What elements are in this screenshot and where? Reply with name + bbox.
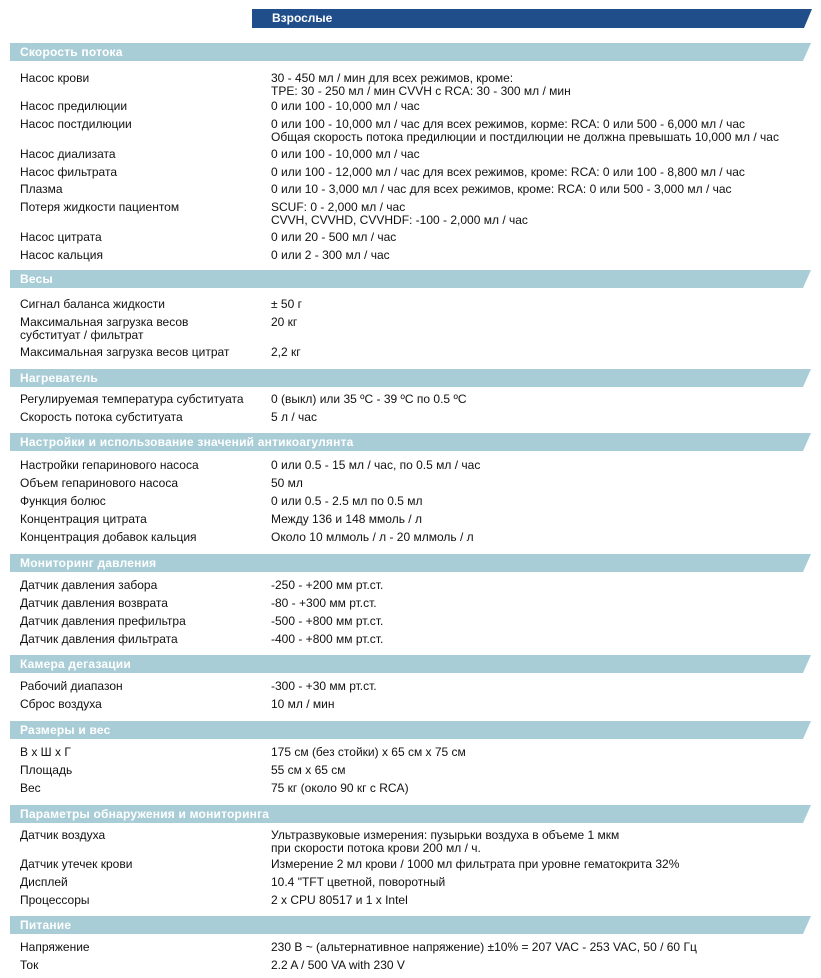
spec-value-line: 75 кг (около 90 кг с RCA) (271, 781, 409, 795)
spec-label-line: Датчик утечек крови (20, 857, 133, 871)
section-header-band (10, 721, 811, 739)
spec-label (20, 829, 260, 842)
spec-value-line: 50 мл (271, 476, 303, 490)
spec-value (271, 183, 816, 196)
spec-label-line: Площадь (20, 763, 73, 777)
section-title: Нагреватель (20, 371, 98, 385)
spec-label (20, 858, 260, 871)
spec-value (271, 876, 816, 889)
spec-value (271, 698, 816, 711)
spec-label (20, 764, 260, 777)
spec-value (271, 829, 816, 855)
section-header-band (10, 43, 811, 61)
section-title: Питание (20, 918, 72, 932)
spec-label (20, 579, 260, 592)
spec-label (20, 316, 260, 342)
spec-value-line: 55 см х 65 см (271, 763, 346, 777)
spec-label-line: Датчик давления префильтра (20, 614, 186, 628)
spec-label (20, 72, 260, 85)
spec-label-line: Максимальная загрузка весов (20, 315, 189, 329)
spec-label-line: Насос предилюции (20, 99, 128, 113)
spec-label-line: Ток (20, 958, 39, 972)
section-header-band (10, 369, 811, 387)
spec-value-line: -500 - +800 мм рт.ст. (271, 614, 384, 628)
spec-value (271, 531, 816, 544)
spec-label-line: Рабочий диапазон (20, 679, 123, 693)
spec-value (271, 680, 816, 693)
spec-value (271, 346, 816, 359)
spec-label (20, 746, 260, 759)
spec-value (271, 513, 816, 526)
spec-label-line: Насос цитрата (20, 230, 102, 244)
spec-value (271, 579, 816, 592)
spec-value-line: ± 50 г (271, 297, 302, 311)
spec-value-line: CVVH, CVVHD, CVVHDF: -100 - 2,000 мл / час (271, 213, 528, 227)
section-header-band (10, 916, 811, 934)
spec-value-line: 5 л / час (271, 410, 317, 424)
spec-value-line: 10 мл / мин (271, 697, 335, 711)
spec-value-line: 0 или 2 - 300 мл / час (271, 248, 390, 262)
spec-label-line: субституат / фильтрат (20, 328, 144, 342)
spec-value-line: 20 кг (271, 315, 298, 329)
spec-label-line: Сигнал баланса жидкости (20, 297, 165, 311)
spec-value-line: Ультразвуковые измерения: пузырьки воздуха в объеме 1 мкм (271, 828, 620, 842)
spec-value (271, 166, 816, 179)
section-1-header (10, 43, 811, 61)
spec-label-line: Насос крови (20, 71, 90, 85)
spec-value (271, 633, 816, 646)
spec-value (271, 941, 816, 954)
section-7-header (10, 721, 811, 739)
spec-value (271, 393, 816, 406)
spec-label-line: Датчик воздуха (20, 828, 106, 842)
spec-value-line: SCUF: 0 - 2,000 мл / час (271, 200, 406, 214)
section-title: Камера дегазации (20, 657, 131, 671)
spec-value (271, 764, 816, 777)
spec-label (20, 411, 260, 424)
top-banner (252, 9, 812, 28)
spec-value-line: 230 В ~ (альтернативное напряжение) ±10% = 207 VAC - 253 VAC, 50 / 60 Гц (271, 940, 697, 954)
spec-label-line: Плазма (20, 182, 63, 196)
section-title: Параметры обнаружения и мониторинга (20, 807, 270, 821)
spec-value (271, 148, 816, 161)
spec-label (20, 231, 260, 244)
spec-label (20, 393, 260, 406)
spec-label (20, 148, 260, 161)
spec-label-line: Датчик давления фильтрата (20, 632, 178, 646)
spec-value (271, 100, 816, 113)
spec-label (20, 782, 260, 795)
spec-value (271, 298, 816, 311)
spec-value-line: -400 - +800 мм рт.ст. (271, 632, 384, 646)
spec-label (20, 633, 260, 646)
spec-label-line: Регулируемая температура субституата (20, 392, 244, 406)
spec-value-line: 0 или 10 - 3,000 мл / час для всех режимов, кроме: RCA: 0 или 500 - 3,000 мл / час (271, 182, 732, 196)
spec-label (20, 615, 260, 628)
section-title: Размеры и вес (20, 723, 111, 737)
section-6-header (10, 655, 811, 673)
spec-value-line: -80 - +300 мм рт.ст. (271, 596, 377, 610)
spec-value (271, 615, 816, 628)
spec-label-line: Насос кальция (20, 248, 103, 262)
spec-value-line: 2,2 кг (271, 345, 301, 359)
spec-value-line: 175 см (без стойки) х 65 см х 75 см (271, 745, 466, 759)
spec-label (20, 118, 260, 131)
section-3-header (10, 369, 811, 387)
spec-value-line: 30 - 450 мл / мин для всех режимов, кроме: (271, 71, 514, 85)
spec-label-line: В х Ш х Г (20, 745, 71, 759)
spec-label (20, 894, 260, 907)
spec-label-line: Потеря жидкости пациентом (20, 200, 180, 214)
spec-value-line: 10.4 "TFT цветной, поворотный (271, 875, 446, 889)
spec-label-line: Датчик давления возврата (20, 596, 168, 610)
section-title: Настройки и использование значений антикоагулянта (20, 435, 354, 449)
spec-label (20, 513, 260, 526)
spec-label-line: Вес (20, 781, 41, 795)
spec-value (271, 249, 816, 262)
spec-label (20, 183, 260, 196)
spec-label-line: Сброс воздуха (20, 697, 102, 711)
section-title: Скорость потока (20, 45, 123, 59)
spec-value (271, 477, 816, 490)
spec-value-line: TPE: 30 - 250 мл / мин CVVH с RCA: 30 - 300 мл / мин (271, 84, 571, 98)
spec-value-line: Общая скорость потока предилюции и постдилюции не должна превышать 10,000 мл / час (271, 130, 779, 144)
top-banner-title: Взрослые (272, 11, 333, 25)
spec-value (271, 894, 816, 907)
spec-value-line: при скорости потока крови 200 мл / ч. (271, 841, 481, 855)
spec-label (20, 298, 260, 311)
spec-label (20, 941, 260, 954)
section-5-header (10, 554, 811, 572)
section-title: Весы (20, 272, 53, 286)
section-2-header (10, 270, 811, 288)
spec-value (271, 959, 816, 972)
spec-label (20, 959, 260, 972)
spec-label-line: Датчик давления забора (20, 578, 158, 592)
spec-value-line: 0 (выкл) или 35 ºC - 39 ºC по 0.5 ºC (271, 392, 467, 406)
spec-value (271, 746, 816, 759)
spec-label (20, 531, 260, 544)
spec-value (271, 782, 816, 795)
spec-label-line: Насос фильтрата (20, 165, 117, 179)
spec-label (20, 166, 260, 179)
spec-value (271, 411, 816, 424)
section-9-header (10, 916, 811, 934)
spec-value-line: 0 или 100 - 10,000 мл / час для всех режимов, корме: RCA: 0 или 500 - 6,000 мл / час (271, 117, 746, 131)
spec-label-line: Настройки гепаринового насоса (20, 458, 199, 472)
spec-label-line: Насос диализата (20, 147, 116, 161)
spec-value (271, 316, 816, 329)
spec-label-line: Насос постдилюции (20, 117, 132, 131)
spec-label (20, 477, 260, 490)
spec-label-line: Дисплей (20, 875, 68, 889)
spec-label (20, 459, 260, 472)
spec-value-line: Между 136 и 148 ммоль / л (271, 512, 422, 526)
spec-value-line: -300 - +30 мм рт.ст. (271, 679, 377, 693)
spec-value-line: Около 10 млмоль / л - 20 млмоль / л (271, 530, 474, 544)
spec-label (20, 495, 260, 508)
spec-value-line: 0 или 100 - 10,000 мл / час (271, 99, 420, 113)
spec-value-line: 0 или 20 - 500 мл / час (271, 230, 397, 244)
spec-value-line: 0 или 100 - 10,000 мл / час (271, 147, 420, 161)
section-8-header (10, 805, 811, 823)
spec-value-line: Измерение 2 мл крови / 1000 мл фильтрата при уровне гематокрита 32% (271, 857, 680, 871)
spec-value (271, 72, 816, 98)
spec-label-line: Напряжение (20, 940, 90, 954)
spec-value (271, 858, 816, 871)
spec-label (20, 597, 260, 610)
spec-value-line: 0 или 100 - 12,000 мл / час для всех режимов, кроме: RCA: 0 или 100 - 8,800 мл / час (271, 165, 745, 179)
spec-label (20, 346, 260, 359)
spec-value-line: 0 или 0.5 - 2.5 мл по 0.5 мл (271, 494, 423, 508)
spec-label (20, 249, 260, 262)
spec-label-line: Объем гепаринового насоса (20, 476, 179, 490)
spec-label-line: Максимальная загрузка весов цитрат (20, 345, 230, 359)
spec-value-line: 2.2 A / 500 VA with 230 V (271, 958, 405, 972)
spec-label-line: Процессоры (20, 893, 90, 907)
top-banner-shape (252, 9, 812, 28)
spec-value (271, 201, 816, 227)
spec-label-line: Концентрация добавок кальция (20, 530, 197, 544)
spec-label-line: Функция болюс (20, 494, 106, 508)
spec-label-line: Скорость потока субституата (20, 410, 183, 424)
section-4-header (10, 433, 811, 451)
spec-value (271, 597, 816, 610)
spec-value (271, 118, 816, 144)
spec-value (271, 495, 816, 508)
section-header-band (10, 270, 811, 288)
spec-value-line: 0 или 0.5 - 15 мл / час, по 0.5 мл / час (271, 458, 481, 472)
spec-label (20, 100, 260, 113)
spec-label (20, 201, 260, 214)
spec-label (20, 876, 260, 889)
spec-value (271, 459, 816, 472)
spec-value-line: -250 - +200 мм рт.ст. (271, 578, 384, 592)
spec-value-line: 2 x CPU 80517 и 1 x Intel (271, 893, 408, 907)
spec-label (20, 680, 260, 693)
section-title: Мониторинг давления (20, 556, 157, 570)
spec-label (20, 698, 260, 711)
spec-value (271, 231, 816, 244)
spec-label-line: Концентрация цитрата (20, 512, 147, 526)
